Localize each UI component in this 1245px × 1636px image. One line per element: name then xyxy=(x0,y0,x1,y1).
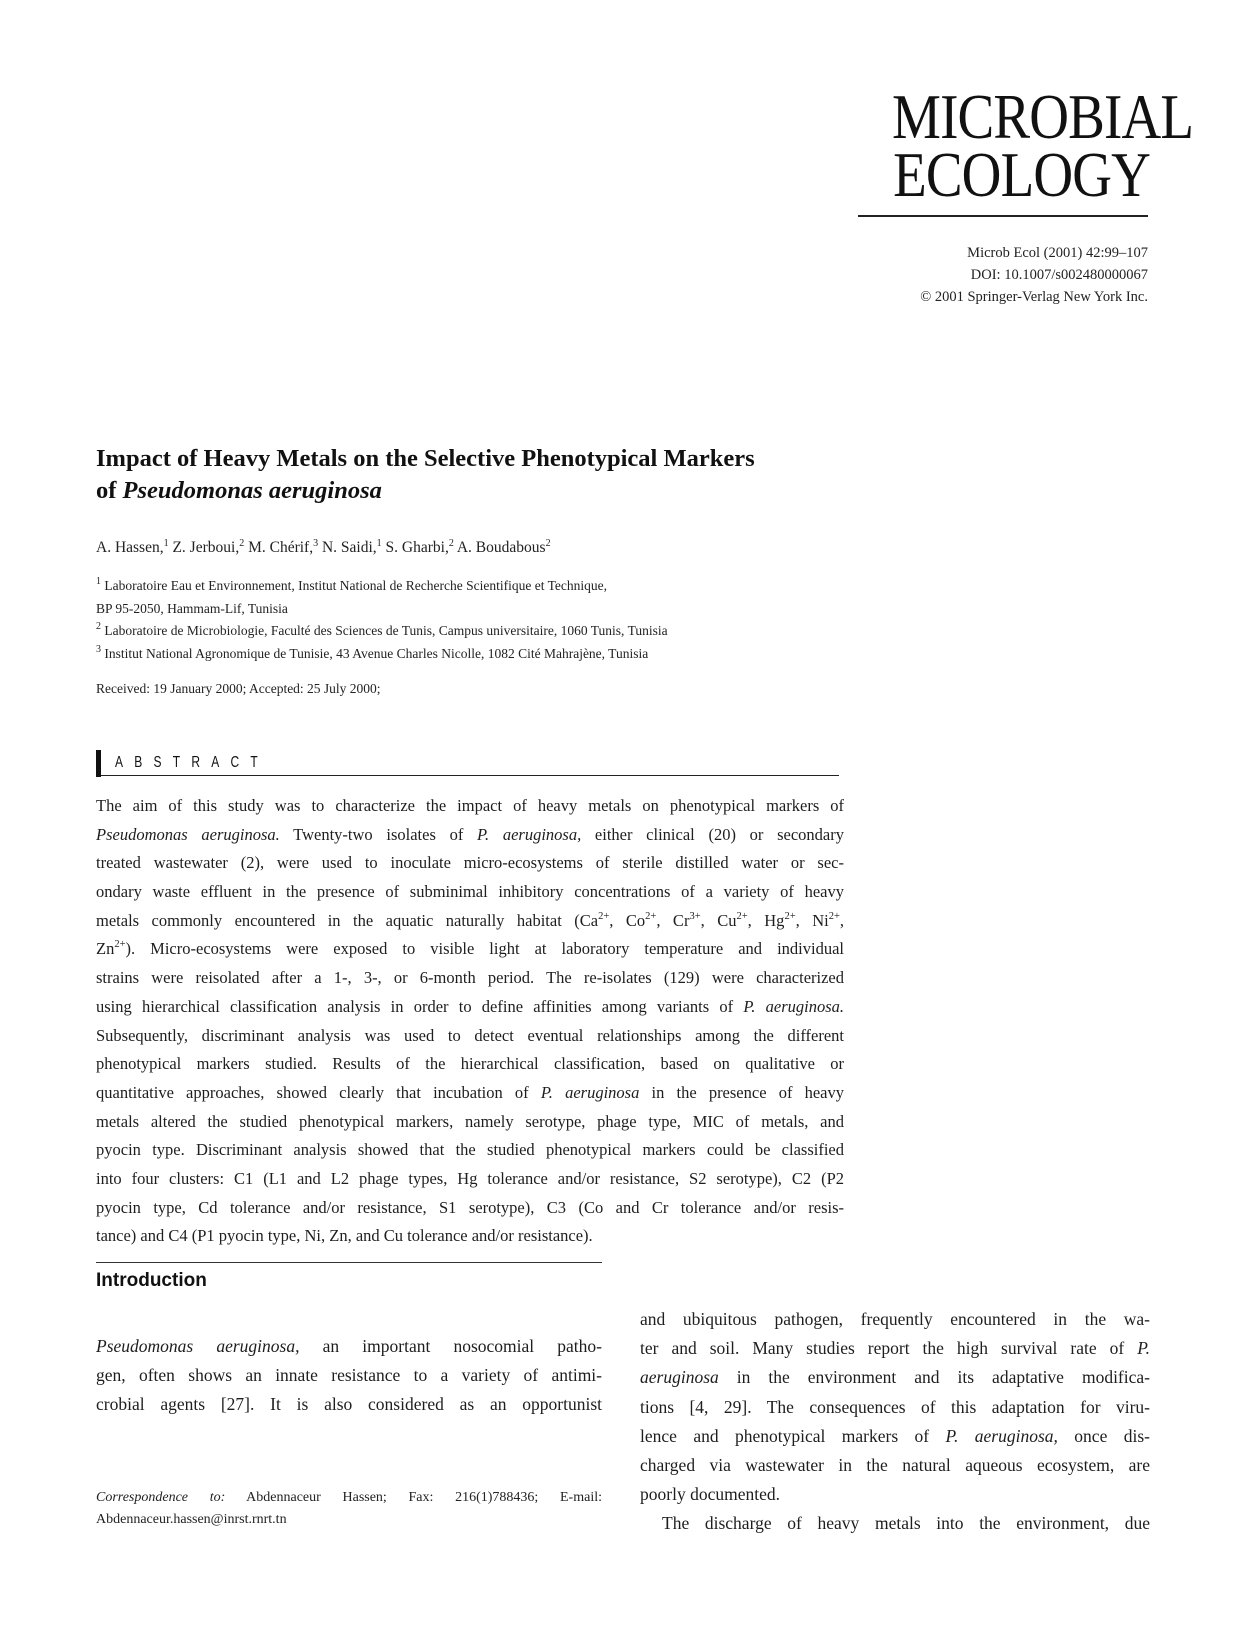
introduction-heading: Introduction xyxy=(96,1270,207,1291)
abstract-line: pyocin type, Cd tolerance and/or resistance, S1 serotype), C3 (Co and Cr tolerance and/or resis- xyxy=(96,1197,844,1217)
abstract-line: phenotypical markers studied. Results of the hierarchical classification, based on qualitative or xyxy=(96,1054,844,1074)
affiliation-1-cont: BP 95-2050, Hammam-Lif, Tunisia xyxy=(96,600,288,616)
journal-citation: Microb Ecol (2001) 42:99–107 xyxy=(967,245,1148,261)
title-species: Pseudomonas aeruginosa xyxy=(122,477,382,504)
title-line2: of Pseudomonas aeruginosa xyxy=(96,477,382,504)
abstract-line: into four clusters: C1 (L1 and L2 phage types, Hg tolerance and/or resistance, S2 serotype), C2 (P2 xyxy=(96,1168,844,1188)
abstract-line: quantitative approaches, showed clearly that incubation of P. aeruginosa in the presence of heavy xyxy=(96,1082,845,1102)
journal-doi: DOI: 10.1007/s002480000067 xyxy=(970,267,1148,283)
body-line: ter and soil. Many studies report the high survival rate of P. xyxy=(640,1338,1150,1359)
abstract-line: The aim of this study was to characterize the impact of heavy metals on phenotypical markers of xyxy=(96,796,844,815)
introduction-divider xyxy=(96,1262,602,1263)
introduction-right-column xyxy=(640,1305,1150,1539)
journal-logo xyxy=(850,81,1194,210)
body-line: aeruginosa in the environment and its adaptative modifica- xyxy=(640,1367,1150,1388)
affiliations xyxy=(96,575,896,665)
body-line: tions [4, 29]. The consequences of this adaptation for viru- xyxy=(640,1396,1150,1417)
abstract-line: metals commonly encountered in the aquatic naturally habitat ($Ca^{2+}$, $Co^{2+}$, $Cr^{3+}$, $Cu^{2+}$, $Hg^{2+}$, $Ni^{2+}$, xyxy=(96,910,845,930)
journal-name-line2: ECOLOGY xyxy=(893,139,1150,210)
abstract-line: metals altered the studied phenotypical markers, namely serotype, phage type, MIC of metals, and xyxy=(96,1111,844,1131)
affiliation-3: $^3$ Institut National Agronomique de Tunisie, 43 Avenue Charles Nicolle, 1082 Cité Mahrajène, Tunisia xyxy=(96,643,649,661)
body-line: crobial agents [27]. It is also considered as an opportunist xyxy=(96,1394,602,1415)
abstract-line: Pseudomonas aeruginosa. Twenty-two isolates of P. aeruginosa, either clinical (20) or secondary xyxy=(96,824,844,844)
affiliation-2: $^2$ Laboratoire de Microbiologie, Faculté des Sciences de Tunis, Campus universitaire, 1060 Tunis, Tunisia xyxy=(96,621,668,638)
abstract-line: $Zn^{2+}$). Micro-ecosystems were exposed to visible light at laboratory temperature and individual xyxy=(96,939,844,959)
correspondence-footnote xyxy=(96,1487,602,1531)
abstract-heading: ABSTRACT xyxy=(115,754,270,771)
masthead-divider xyxy=(858,215,1148,217)
abstract-divider xyxy=(101,775,839,776)
abstract-line: strains were reisolated after a 1-, 3-, or 6-month period. The re-isolates (129) were characterized xyxy=(96,968,844,988)
introduction-left-column xyxy=(96,1332,602,1420)
correspondence-email: Abdennaceur.hassen@inrst.rnrt.tn xyxy=(96,1512,287,1527)
abstract-line: pyocin type. Discriminant analysis showed that the studied phenotypical markers could be classified xyxy=(96,1140,844,1160)
abstract-line: Subsequently, discriminant analysis was used to detect eventual relationships among the different xyxy=(96,1025,844,1045)
abstract-marker-bar xyxy=(96,750,101,777)
author: S. Gharbi,$^2$ xyxy=(385,538,454,556)
correspondence-line: Correspondence to: Abdennaceur Hassen; Fax: 216(1)788436; E-mail: xyxy=(96,1490,602,1505)
author-list xyxy=(96,539,896,557)
journal-copyright: © 2001 Springer-Verlag New York Inc. xyxy=(920,289,1148,305)
affiliation-1: $^1$ Laboratoire Eau et Environnement, Institut National de Recherche Scientifique et Technique, xyxy=(96,576,607,593)
received-accepted-dates: Received: 19 January 2000; Accepted: 25 July 2000; xyxy=(96,681,381,696)
body-line: Pseudomonas aeruginosa, an important nosocomial patho- xyxy=(96,1336,602,1356)
body-line: poorly documented. xyxy=(640,1484,780,1505)
author: Z. Jerbouі,$^2$ xyxy=(172,538,245,556)
journal-info xyxy=(780,242,1148,308)
author: A. Boudabous$^2$ xyxy=(456,538,551,556)
body-line: charged via wastewater in the natural aqueous ecosystem, are xyxy=(640,1454,1150,1475)
abstract-line: using hierarchical classification analysis in order to define affinities among variants of P. aeruginosa. xyxy=(96,996,845,1016)
author: M. Chérif,$^3$ xyxy=(248,538,319,556)
journal-name-line1: MICROBIAL xyxy=(892,81,1194,152)
title-line1: Impact of Heavy Metals on the Selective Phenotypical Markers xyxy=(96,445,755,472)
abstract-text xyxy=(96,792,844,1251)
abstract-line: treated wastewater (2), were used to inoculate micro-ecosystems of sterile distilled water or sec- xyxy=(96,853,844,873)
article-title xyxy=(96,443,876,507)
author: N. Saidi,$^1$ xyxy=(321,538,382,556)
body-line: The discharge of heavy metals into the environment, due xyxy=(662,1513,1150,1534)
abstract-line: tance) and C4 (P1 pyocin type, Ni, Zn, and Cu tolerance and/or resistance). xyxy=(96,1226,593,1246)
abstract-line: ondary waste effluent in the presence of subminimal inhibitory concentrations of a variety of heavy xyxy=(96,882,844,902)
body-line: gen, often shows an innate resistance to a variety of antimi- xyxy=(96,1365,602,1386)
body-line: lence and phenotypical markers of P. aeruginosa, once dis- xyxy=(640,1425,1150,1446)
author: A. Hassen,$^1$ xyxy=(96,538,169,556)
body-line: and ubiquitous pathogen, frequently encountered in the wa- xyxy=(640,1309,1150,1329)
